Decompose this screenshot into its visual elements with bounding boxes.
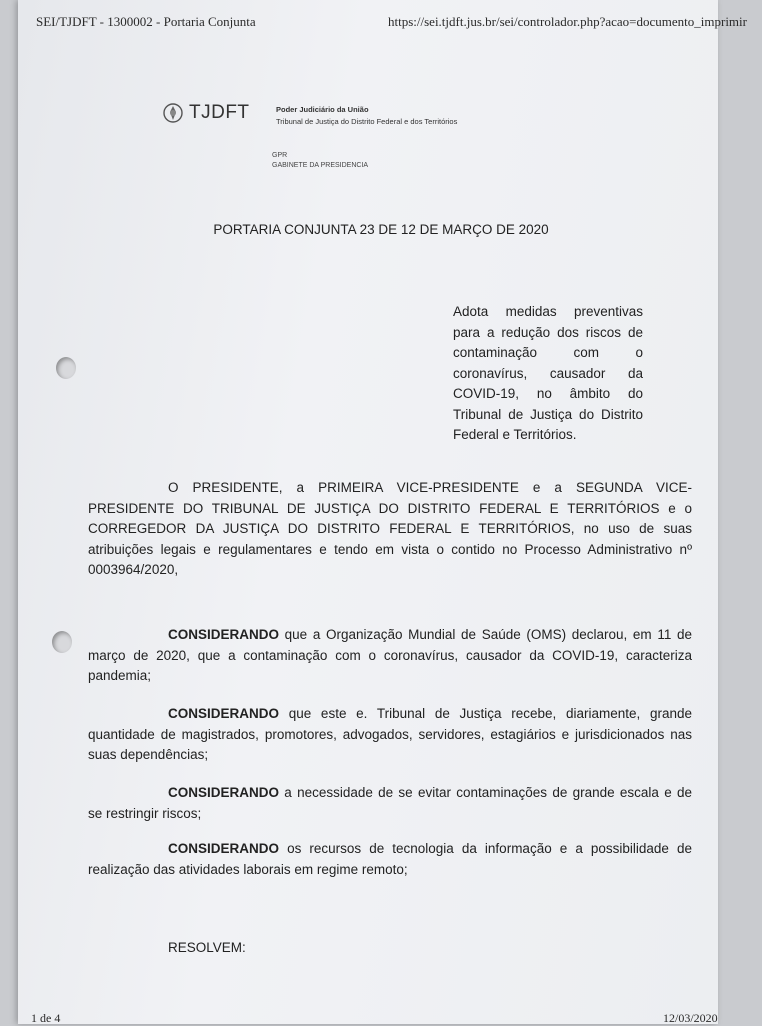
considerando-paragraph	[88, 783, 692, 824]
considerando-text: que a Organização Mundial de Saúde (OMS) declarou, em 11 de março de 2020, que a contaminação com o coronavírus, causador da COVID-19, caracteriza pandemia;	[88, 627, 692, 683]
considerando-text: que este e. Tribunal de Justiça recebe, diariamente, grande quantidade de magistrados, promotores, advogados, servidores, estagiários e jurisdicionados nas suas dependências;	[88, 706, 692, 762]
considerando-text: os recursos de tecnologia da informação e a possibilidade de realização das atividades laborais em regime remoto;	[88, 841, 692, 877]
considerando-label: CONSIDERANDO	[168, 841, 280, 856]
considerando-paragraph	[88, 704, 692, 766]
print-date: 12/03/2020	[663, 1011, 718, 1025]
document-title: PORTARIA CONJUNTA 23 DE 12 DE MARÇO DE 2020	[213, 222, 549, 237]
org-line-2: Tribunal de Justiça do Distrito Federal e dos Territórios	[276, 117, 458, 126]
considerando-label: CONSIDERANDO	[168, 706, 280, 721]
considerando-paragraph	[88, 625, 692, 687]
unit-code: GPR	[272, 152, 288, 159]
punch-hole	[52, 631, 72, 653]
logo-text: TJDFT	[189, 102, 250, 123]
considerando-label: CONSIDERANDO	[168, 785, 280, 800]
considerando-text: a necessidade de se evitar contaminações de grande escala e de se restringir riscos;	[88, 785, 692, 821]
page-number: 1 de 4	[31, 1011, 61, 1025]
ementa: Adota medidas preventivas para a redução dos riscos de contaminação com o coronavírus, causador da COVID-19, no âmbito do Tribunal de Justiça do Distrito Federal e Territórios.	[453, 304, 643, 442]
resolvem: RESOLVEM:	[168, 940, 246, 955]
coat-of-arms-icon	[163, 103, 183, 123]
preamble: O PRESIDENTE, a PRIMEIRA VICE-PRESIDENTE e a SEGUNDA VICE-PRESIDENTE DO TRIBUNAL DE JUSTIÇA DO DISTRITO FEDERAL E TERRITÓRIOS e o CORREGEDOR DA JUSTIÇA DO DISTRITO FEDERAL E TERRITÓRIOS, no uso de suas atribuições legais e regulamentares e tendo em vista o contido no Processo Administrativo nº 0003964/2020,	[88, 480, 692, 577]
unit-block	[272, 151, 368, 171]
org-line-1: Poder Judiciário da União	[276, 105, 369, 114]
considerando-label: CONSIDERANDO	[168, 627, 280, 642]
print-header-url: https://sei.tjdft.jus.br/sei/controlador.php?acao=documento_imprimir	[388, 14, 747, 29]
print-header-title: SEI/TJDFT - 1300002 - Portaria Conjunta	[36, 14, 256, 29]
unit-name: GABINETE DA PRESIDENCIA	[272, 162, 369, 169]
considerando-paragraph	[88, 839, 692, 880]
tjdft-logo	[163, 102, 250, 124]
organization-block	[276, 104, 457, 128]
punch-hole	[56, 357, 76, 379]
